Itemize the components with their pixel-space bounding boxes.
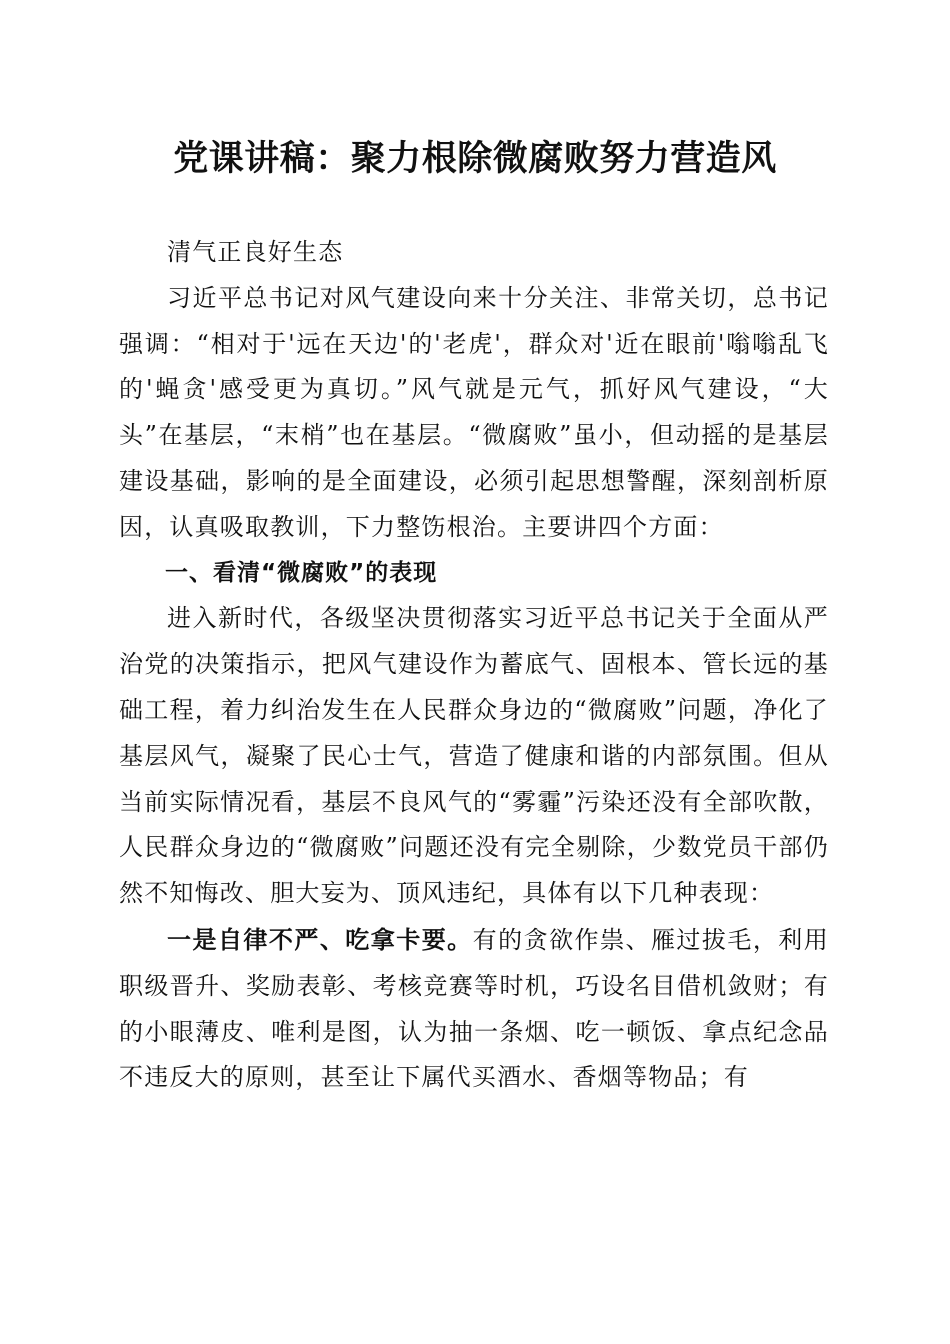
document-body xyxy=(119,230,829,1101)
title-continuation: 清气正良好生态 xyxy=(167,238,344,266)
section-paragraph: 进入新时代，各级坚决贯彻落实习近平总书记关于全面从严治党的决策指示，把风气建设作为蓄底气、固根本、管长远的基础工程，着力纠治发生在人民群众身边的“微腐败”问题，净化了基层风气，凝聚了民心士气，营造了健康和谐的内部氛围。但从当前实际情况看，基层不良风气的“雾霾”污染还没有全部吹散，人民群众身边的“微腐败”问题还没有完全剔除，少数党员干部仍然不知悔改、胆大妄为、顶风违纪，具体有以下几种表现： xyxy=(119,604,829,908)
point-lead: 一是自律不严、吃拿卡要。 xyxy=(167,924,473,954)
point-text: 有的贪欲作祟、雁过拔毛，利用职级晋升、奖励表彰、考核竞赛等时机，巧设名目借机敛财；有的小眼薄皮、唯利是图，认为抽一条烟、吃一顿饭、拿点纪念品不违反大的原则，甚至让下属代买酒水、香烟等物品；有 xyxy=(119,925,829,1092)
intro-paragraph: 习近平总书记对风气建设向来十分关注、非常关切，总书记强调：“相对于'远在天边'的'老虎'，群众对'近在眼前'嗡嗡乱飞的'蝇贪'感受更为真切。”风气就是元气，抓好风气建设，“大头”在基层，“末梢”也在基层。“微腐败”虽小，但动摇的是基层建设基础，影响的是全面建设，必须引起思想警醒，深刻剖析原因，认真吸取教训，下力整饬根治。主要讲四个方面： xyxy=(119,283,829,541)
section-heading: 一、看清“微腐败”的表现 xyxy=(165,559,438,586)
document-title: 党课讲稿：聚力根除微腐败努力营造风 xyxy=(173,138,777,179)
point-paragraph xyxy=(119,917,829,1101)
